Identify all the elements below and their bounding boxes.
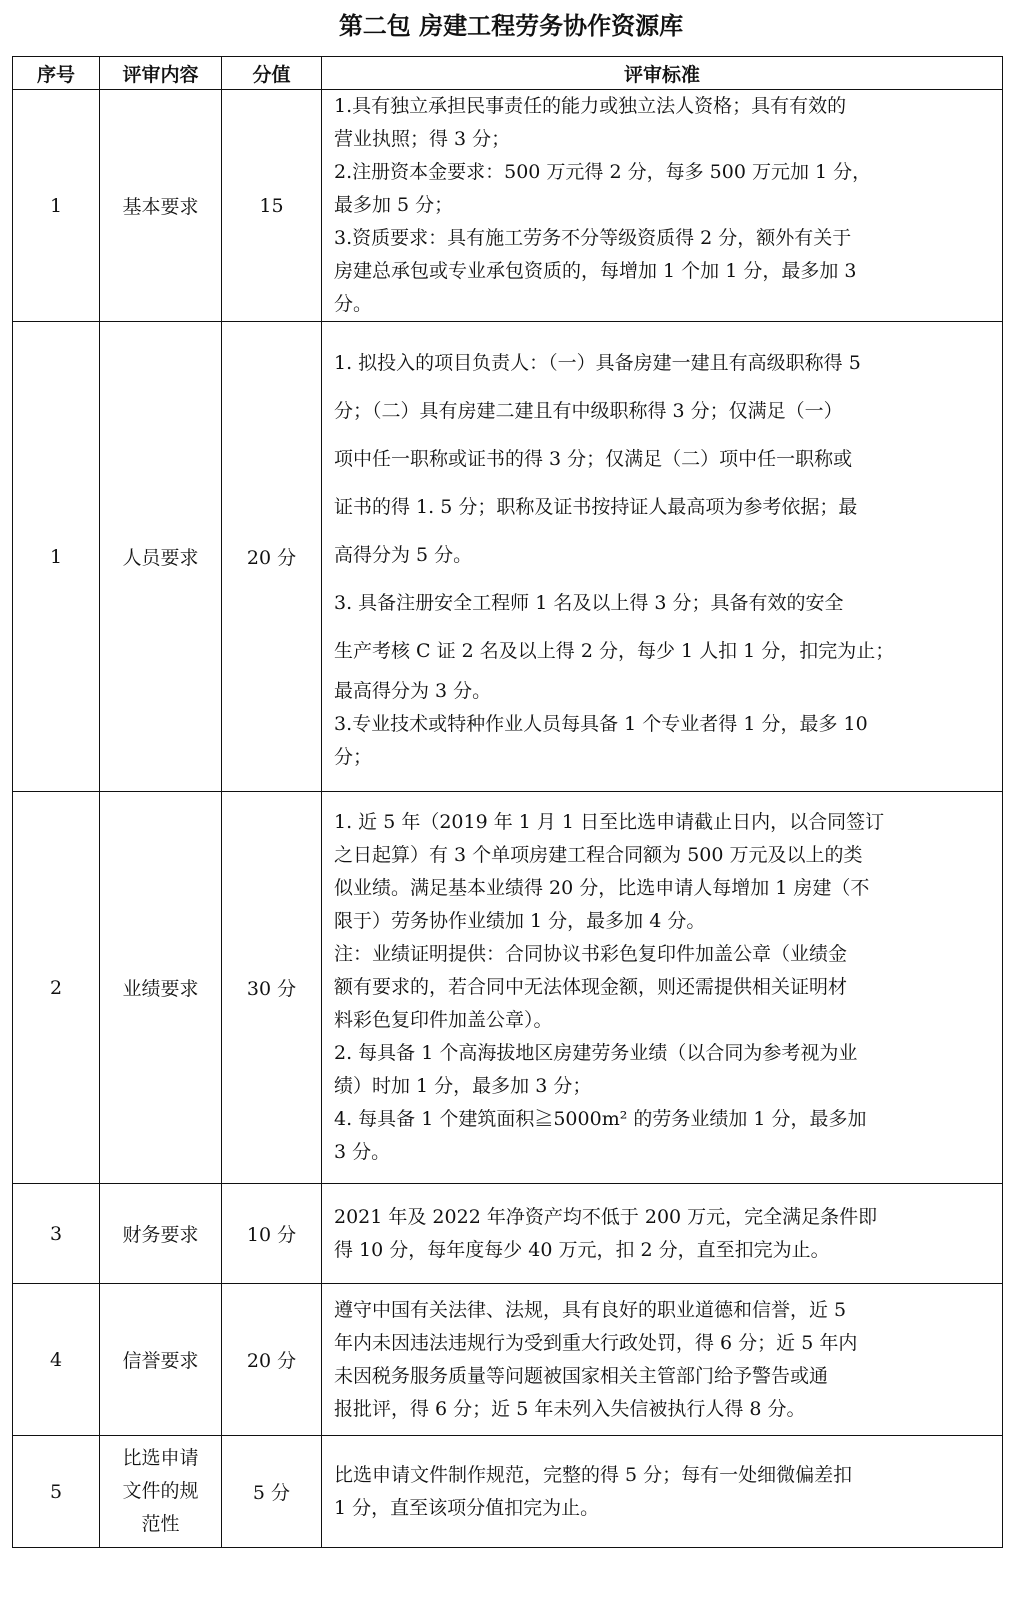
criteria-line: 分； xyxy=(334,746,373,768)
criteria-line: 高得分为 5 分。 xyxy=(334,544,473,566)
criteria-line: 得 10 分，每年度每少 40 万元，扣 2 分，直至扣完为止。 xyxy=(334,1238,830,1261)
header-content: 评审内容 xyxy=(100,57,222,90)
content-line: 比选申请 xyxy=(122,1447,199,1469)
row-content: 业绩要求 xyxy=(100,792,222,1184)
content-line: 文件的规 xyxy=(122,1480,199,1502)
criteria-line: 分。 xyxy=(334,293,373,315)
header-seq: 序号 xyxy=(13,57,100,90)
table-row xyxy=(13,1284,1003,1436)
content-line: 范性 xyxy=(141,1513,180,1535)
criteria-line: 证书的得 1. 5 分；职称及证书按持证人最高项为参考依据；最 xyxy=(334,496,858,518)
criteria-line: 料彩色复印件加盖公章）。 xyxy=(334,1009,553,1031)
row-criteria xyxy=(322,792,1003,1184)
row-score: 10 分 xyxy=(222,1184,322,1284)
criteria-line: 2021 年及 2022 年净资产均不低于 200 万元，完全满足条件即 xyxy=(334,1205,878,1228)
criteria-line: 限于）劳务协作业绩加 1 分，最多加 4 分。 xyxy=(334,910,706,932)
criteria-line: 分；（二）具有房建二建且有中级职称得 3 分；仅满足（一） xyxy=(334,400,843,422)
criteria-line: 最高得分为 3 分。 xyxy=(334,680,492,702)
criteria-line: 遵守中国有关法律、法规，具有良好的职业道德和信誉，近 5 xyxy=(334,1298,847,1321)
criteria-line: 1. 拟投入的项目负责人：（一）具备房建一建且有高级职称得 5 xyxy=(334,352,861,374)
criteria-line: 额有要求的，若合同中无法体现金额，则还需提供相关证明材 xyxy=(334,976,848,998)
criteria-line: 2. 每具备 1 个高海拔地区房建劳务业绩（以合同为参考视为业 xyxy=(334,1042,858,1064)
criteria-line: 绩）时加 1 分，最多加 3 分； xyxy=(334,1075,592,1097)
criteria-line: 营业执照；得 3 分； xyxy=(334,128,511,150)
criteria-line: 未因税务服务质量等问题被国家相关主管部门给予警告或通 xyxy=(334,1364,829,1387)
row-criteria xyxy=(322,90,1003,322)
row-criteria xyxy=(322,1284,1003,1436)
row-content xyxy=(100,1436,222,1548)
table-row xyxy=(13,792,1003,1184)
row-seq: 1 xyxy=(13,90,100,322)
row-seq: 2 xyxy=(13,792,100,1184)
criteria-line: 年内未因违法违规行为受到重大行政处罚，得 6 分；近 5 年内 xyxy=(334,1331,858,1354)
criteria-line: 注：业绩证明提供：合同协议书彩色复印件加盖公章（业绩金 xyxy=(334,943,848,965)
row-score: 20 分 xyxy=(222,1284,322,1436)
row-score: 5 分 xyxy=(222,1436,322,1548)
row-seq: 4 xyxy=(13,1284,100,1436)
row-seq: 3 xyxy=(13,1184,100,1284)
criteria-line: 房建总承包或专业承包资质的，每增加 1 个加 1 分，最多加 3 xyxy=(334,260,857,282)
row-criteria xyxy=(322,1184,1003,1284)
criteria-line: 比选申请文件制作规范，完整的得 5 分；每有一处细微偏差扣 xyxy=(334,1463,853,1486)
table-row xyxy=(13,322,1003,792)
row-content: 基本要求 xyxy=(100,90,222,322)
table-header-row xyxy=(13,57,1003,90)
criteria-line: 4. 每具备 1 个建筑面积≧5000m² 的劳务业绩加 1 分，最多加 xyxy=(334,1108,867,1130)
criteria-line: 最多加 5 分； xyxy=(334,194,454,216)
row-score: 20 分 xyxy=(222,322,322,792)
document-title: 第二包 房建工程劳务协作资源库 xyxy=(338,12,684,40)
row-score: 30 分 xyxy=(222,792,322,1184)
criteria-line: 3.专业技术或特种作业人员每具备 1 个专业者得 1 分，最多 10 xyxy=(334,713,868,735)
header-score: 分值 xyxy=(222,57,322,90)
row-content: 信誉要求 xyxy=(100,1284,222,1436)
criteria-line: 报批评，得 6 分；近 5 年未列入失信被执行人得 8 分。 xyxy=(334,1397,806,1420)
table-row xyxy=(13,1436,1003,1548)
criteria-line: 之日起算）有 3 个单项房建工程合同额为 500 万元及以上的类 xyxy=(334,844,863,866)
criteria-line: 1 分，直至该项分值扣完为止。 xyxy=(334,1496,600,1519)
criteria-line: 2.注册资本金要求：500 万元得 2 分，每多 500 万元加 1 分， xyxy=(334,161,872,183)
table-row xyxy=(13,1184,1003,1284)
criteria-line: 1. 近 5 年（2019 年 1 月 1 日至比选申请截止日内，以合同签订 xyxy=(334,811,885,833)
criteria-line: 3 分。 xyxy=(334,1141,391,1163)
criteria-line: 3. 具备注册安全工程师 1 名及以上得 3 分；具备有效的安全 xyxy=(334,592,844,614)
table-row xyxy=(13,90,1003,322)
scoring-table xyxy=(12,56,1003,1548)
row-score: 15 xyxy=(222,90,322,322)
row-criteria xyxy=(322,1436,1003,1548)
row-content: 人员要求 xyxy=(100,322,222,792)
criteria-line: 似业绩。满足基本业绩得 20 分，比选申请人每增加 1 房建（不 xyxy=(334,877,870,899)
row-content: 财务要求 xyxy=(100,1184,222,1284)
row-seq: 5 xyxy=(13,1436,100,1548)
row-criteria xyxy=(322,322,1003,792)
header-criteria: 评审标准 xyxy=(322,57,1003,90)
criteria-line: 项中任一职称或证书的得 3 分；仅满足（二）项中任一职称或 xyxy=(334,448,853,470)
criteria-line: 生产考核 C 证 2 名及以上得 2 分，每少 1 人扣 1 分，扣完为止； xyxy=(334,640,895,662)
criteria-line: 3.资质要求：具有施工劳务不分等级资质得 2 分，额外有关于 xyxy=(334,227,852,249)
criteria-line: 1.具有独立承担民事责任的能力或独立法人资格；具有有效的 xyxy=(334,95,847,117)
row-seq: 1 xyxy=(13,322,100,792)
